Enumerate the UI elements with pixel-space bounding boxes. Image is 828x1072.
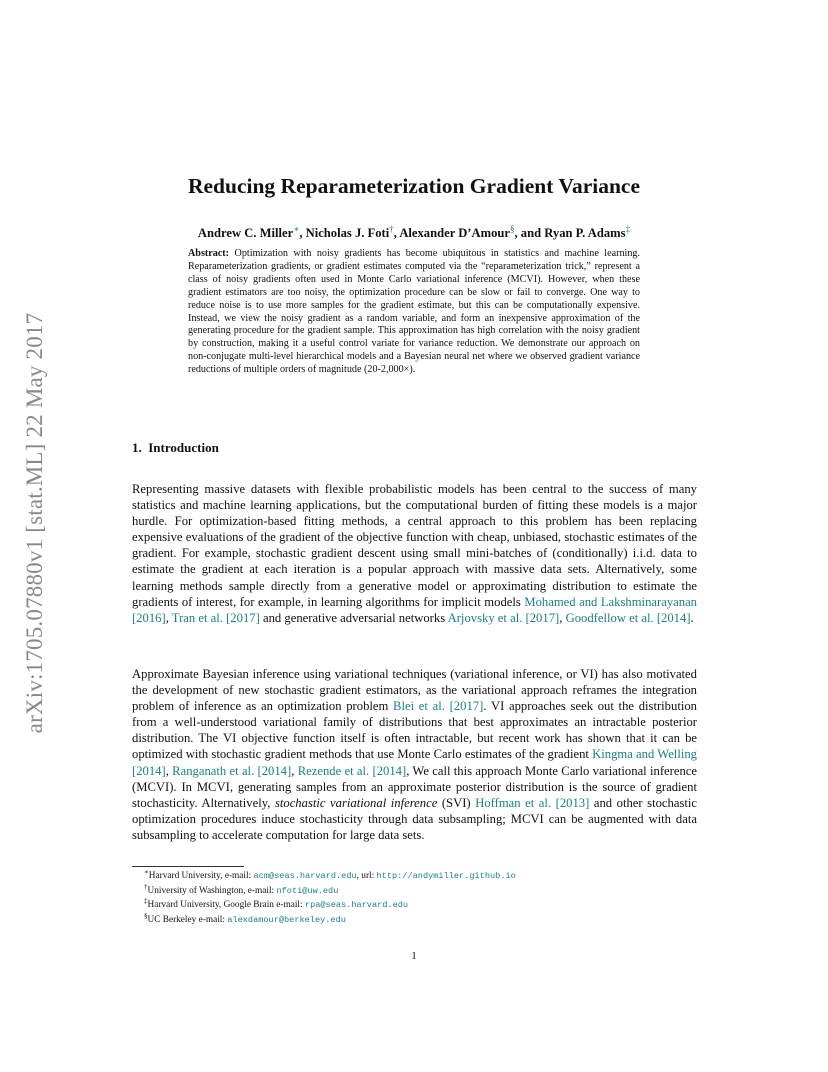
- email-link[interactable]: nfoti@uw.edu: [276, 885, 339, 896]
- arxiv-stamp: [14, 270, 56, 775]
- citation-link[interactable]: Goodfellow et al. [2014]: [565, 610, 691, 625]
- footnote-mark: †: [144, 882, 148, 891]
- footnote: [144, 884, 704, 899]
- paragraph-text: ,: [559, 610, 566, 625]
- citation-link[interactable]: Hoffman et al. [2013]: [475, 795, 590, 810]
- affiliation-mark[interactable]: †: [389, 224, 394, 234]
- paragraph-text: ,: [165, 763, 173, 778]
- paper-title: Reducing Reparameterization Gradient Variance: [187, 174, 641, 198]
- author-name: Nicholas J. Foti: [305, 226, 390, 241]
- footnote-mark: ‡: [144, 897, 148, 906]
- paragraph-text: ,: [165, 610, 172, 625]
- arxiv-stamp-text: arXiv:1705.07880v1 [stat.ML] 22 May 2017: [22, 312, 47, 733]
- intro-paragraph-1: [132, 481, 697, 626]
- url-link[interactable]: http://andymiller.github.io: [376, 871, 516, 881]
- paragraph-text: , We call this approach Monte Carlo variational inference (MCVI). In MCVI, generating samples from an approximate posterior distribution is the source of gradient stochasticity. Alternatively,: [132, 763, 697, 810]
- footnotes: [144, 869, 704, 928]
- citation-link[interactable]: Tran et al. [2017]: [171, 610, 260, 625]
- paragraph-text: and generative adversarial networks: [259, 610, 448, 625]
- citation-link[interactable]: Mohamed and Lakshminarayanan [2016]: [132, 594, 697, 625]
- footnote-text: UC Berkeley e-mail:: [147, 915, 228, 926]
- section-title: Introduction: [148, 440, 219, 455]
- author-name: Andrew C. Miller: [197, 226, 294, 241]
- email-link[interactable]: acm@seas.harvard.edu: [253, 871, 357, 881]
- author-name: Ryan P. Adams: [544, 226, 626, 241]
- email-link[interactable]: rpa@seas.harvard.edu: [304, 900, 409, 911]
- paragraph-text: (SVI): [437, 795, 476, 810]
- abstract-label: Abstract:: [188, 248, 230, 259]
- affiliation-mark[interactable]: ‡: [625, 224, 631, 234]
- paragraph-text: Approximate Bayesian inference using variational techniques (variational inference, or VI) has also motivated the development of new stochastic gradient estimators, as the variational approach reframes the integration problem of inference as an optimization problem: [132, 667, 697, 714]
- citation-link[interactable]: Kingma and Welling [2014]: [132, 747, 697, 778]
- abstract: [188, 248, 640, 377]
- affiliation-mark[interactable]: §: [509, 224, 515, 234]
- footnote: [144, 898, 704, 913]
- citation-link[interactable]: Blei et al. [2017]: [393, 699, 484, 714]
- footnote-text: Harvard University, e-mail:: [148, 871, 254, 881]
- paragraph-text: Representing massive datasets with flexible probabilistic models has been central to the success of many statistics and machine learning applications, but the computational burden of fitting these models is a major hurdle. For optimization-based fitting methods, a central approach to this problem has been replacing expensive evaluations of the gradient of the objective function with cheap, unbiased, stochastic estimates of the gradient. For example, stochastic gradient descent using small mini-batches of (conditionally) i.i.d. data to estimate the gradient at each iteration is a popular approach with massive data sets. Alternatively, some learning methods sample directly from a generative model or approximating distribution to estimate the gradients of interest, for example, in learning algorithms for implicit models: [132, 482, 697, 609]
- author-name: Alexander D’Amour: [399, 226, 510, 241]
- emphasized-term: stochastic variational inference: [274, 795, 438, 810]
- author-separator: ,: [299, 226, 306, 241]
- footnote-rule: [132, 866, 244, 867]
- paragraph-text: and other stochastic optimization procedures induce stochasticity through data subsampling; MCVI can be augmented with data subsampling to accelerate computation for large data sets.: [132, 795, 697, 842]
- paragraph-text: . VI approaches seek out the distribution from a well-understood variational family of distributions that best approximates an intractable posterior distribution. The VI objective function itself is often intractable, but recent work has shown that it can be optimized with stochastic gradient methods that use Monte Carlo estimates of the gradient: [132, 699, 697, 762]
- page-number: 1: [411, 950, 417, 962]
- footnote: [144, 869, 704, 884]
- section-number: 1.: [132, 440, 142, 455]
- citation-link[interactable]: Rezende et al. [2014]: [297, 763, 407, 778]
- footnote-mark: ∗: [144, 867, 149, 876]
- citation-link[interactable]: Arjovsky et al. [2017]: [447, 610, 560, 625]
- citation-link[interactable]: Ranganath et al. [2014]: [172, 763, 292, 778]
- footnote-text: , url:: [356, 871, 377, 881]
- author-separator: , and: [514, 226, 545, 241]
- section-heading: [132, 440, 219, 456]
- paragraph-text: .: [690, 610, 694, 625]
- footnote: [144, 913, 704, 928]
- paragraph-text: ,: [291, 763, 298, 778]
- author-separator: ,: [393, 226, 400, 241]
- footnote-mark: §: [144, 912, 148, 921]
- intro-paragraph-2: [132, 666, 697, 843]
- author-list: [100, 221, 728, 241]
- email-link[interactable]: alexdamour@berkeley.edu: [227, 915, 346, 926]
- footnote-text: Harvard University, Google Brain e-mail:: [147, 900, 305, 911]
- footnote-text: University of Washington, e-mail:: [147, 885, 277, 896]
- affiliation-mark[interactable]: ∗: [293, 224, 300, 234]
- abstract-text: Optimization with noisy gradients has become ubiquitous in statistics and machine learning. Reparameterization gradients, or gradient estimates computed via the “reparameterization trick,” represent a class of noisy gradients often used in Monte Carlo variational inference (MCVI). However, when these gradient estimators are too noisy, the optimization procedure can be slow or fail to converge. One way to reduce noise is to use more samples for the gradient estimate, but this can be computationally expensive. Instead, we view the noisy gradient as a random variable, and form an inexpensive approximation of the generating procedure for the gradient sample. This approximation has high correlation with the noisy gradient by construction, making it a useful control variate for variance reduction. We demonstrate our approach on non-conjugate multi-level hierarchical models and a Bayesian neural net where we observed gradient variance reductions of multiple orders of magnitude (20-2,000×).: [188, 248, 640, 376]
